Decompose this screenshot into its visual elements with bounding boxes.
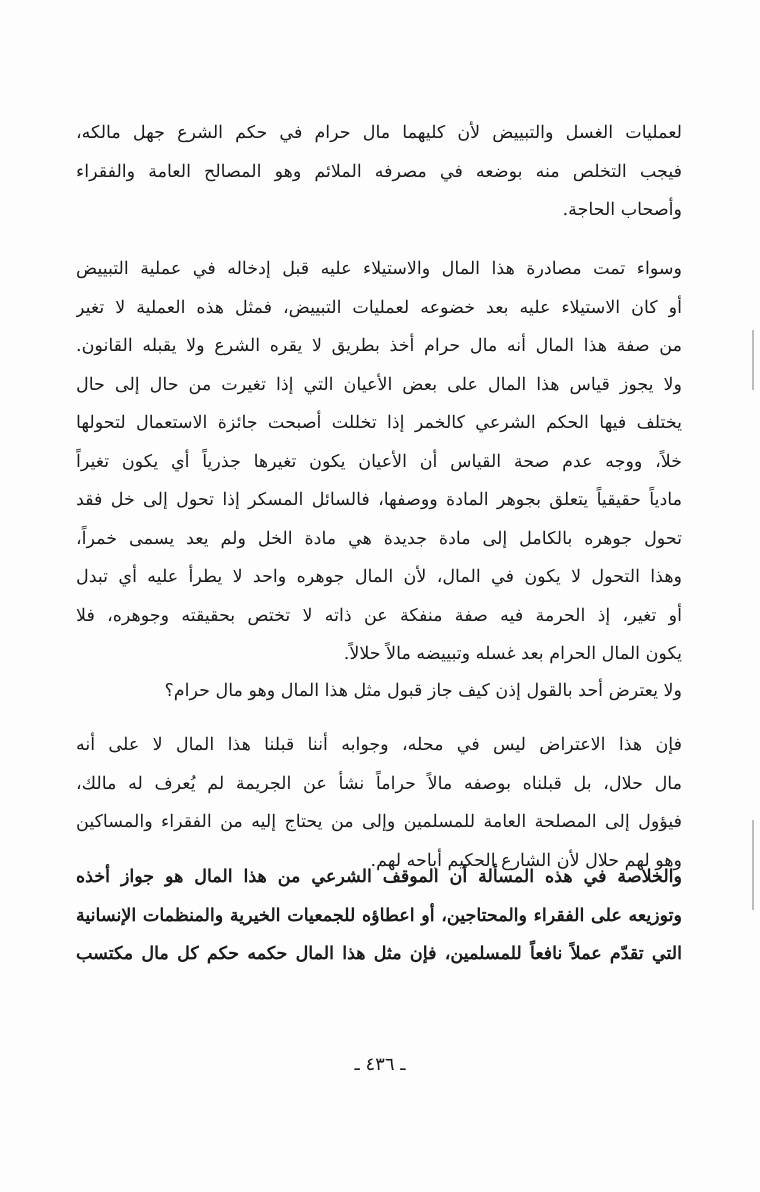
paragraph-line: مادياً حقيقياً يتعلق بجوهر المادة ووصفها، فالسائل المسكر إذا تحول إلى خل فقد bbox=[76, 490, 682, 510]
paragraph-line: فيؤول إلى المصلحة العامة للمسلمين وإلى من يحتاج إليه من الفقراء والمساكين bbox=[76, 812, 682, 832]
scan-edge-mark bbox=[752, 330, 754, 390]
paragraph-line: أو كان الاستيلاء عليه بعد خضوعه لعمليات التبييض، فمثل هذه العملية لا تغير bbox=[76, 297, 682, 318]
paragraph-line: ولا يعترض أحد بالقول إذن كيف جاز قبول مثل هذا المال وهو مال حرام؟ bbox=[164, 681, 682, 701]
paragraph-2 bbox=[76, 250, 682, 674]
page-number: ـ ٤٣٦ ـ bbox=[354, 1054, 406, 1075]
paragraph-line: يختلف فيها الحكم الشرعي كالخمر إذا تخللت أصبحت جائزة الاستعمال لتحولها bbox=[76, 413, 682, 433]
paragraph-line: وتوزيعه على الفقراء والمحتاجين، أو اعطاؤه للجمعيات الخيرية والمنظمات الإنسانية bbox=[76, 905, 682, 926]
scan-edge-mark bbox=[752, 820, 754, 910]
paragraph-line: وهو لهم حلال لأن الشارع الحكيم أباحه لهم. bbox=[370, 850, 682, 871]
paragraph-line: والخلاصة في هذه المسألة أن الموقف الشرعي من هذا المال هو جواز أخذه bbox=[76, 867, 682, 887]
paragraph-5-conclusion bbox=[76, 858, 682, 974]
paragraph-1 bbox=[76, 114, 682, 230]
paragraph-line: وسواء تمت مصادرة هذا المال والاستيلاء عليه قبل إدخاله في عملية التبييض bbox=[76, 259, 682, 279]
paragraph-line: من صفة هذا المال أنه مال حرام أخذ بطريق لا يقره الشرع ولا يقبله القانون. bbox=[76, 336, 682, 356]
paragraph-line: تحول جوهره بالكامل إلى مادة جديدة هي مادة الخل ولم يعد يسمى خمراً، bbox=[76, 528, 682, 549]
paragraph-line: التي تقدّم عملاً نافعاً للمسلمين، فإن مثل هذا المال حكمه حكم كل مال مكتسب bbox=[76, 944, 682, 964]
paragraph-line: فإن هذا الاعتراض ليس في محله، وجوابه أننا قبلنا هذا المال لا على أنه bbox=[76, 735, 682, 755]
paragraph-line: مال حلال، بل قبلناه بوصفه مالاً حراماً نشأ عن الجريمة لم يُعرف له مالك، bbox=[76, 773, 682, 794]
paragraph-line: لعمليات الغسل والتبييض لأن كليهما مال حرام في حكم الشرع جهل مالكه، bbox=[76, 123, 682, 143]
paragraph-line: فيجب التخلص منه بوضعه في مصرفه الملائم وهو المصالح العامة والفقراء bbox=[76, 161, 682, 182]
paragraph-line: ولا يجوز قياس هذا المال على بعض الأعيان التي إذا تغيرت من حال إلى حال bbox=[76, 374, 682, 395]
paragraph-line: وهذا التحول لا يكون في المال، لأن المال جوهره واحد لا يطرأ عليه أي تبدل bbox=[76, 567, 682, 587]
paragraph-line: أو تغير، إذ الحرمة فيه صفة منفكة عن ذاته لا تختص بحقيقته وجوهره، فلا bbox=[76, 605, 682, 626]
paragraph-line: خلاً، ووجه عدم صحة القياس أن الأعيان يكون تغيرها جذرياً أي يكون تغيراً bbox=[76, 451, 682, 472]
paragraph-4 bbox=[76, 726, 682, 880]
paragraph-3 bbox=[76, 672, 682, 711]
paragraph-line: يكون المال الحرام بعد غسله وتبييضه مالاً حلالاً. bbox=[343, 644, 682, 664]
paragraph-line: وأصحاب الحاجة. bbox=[562, 200, 682, 220]
